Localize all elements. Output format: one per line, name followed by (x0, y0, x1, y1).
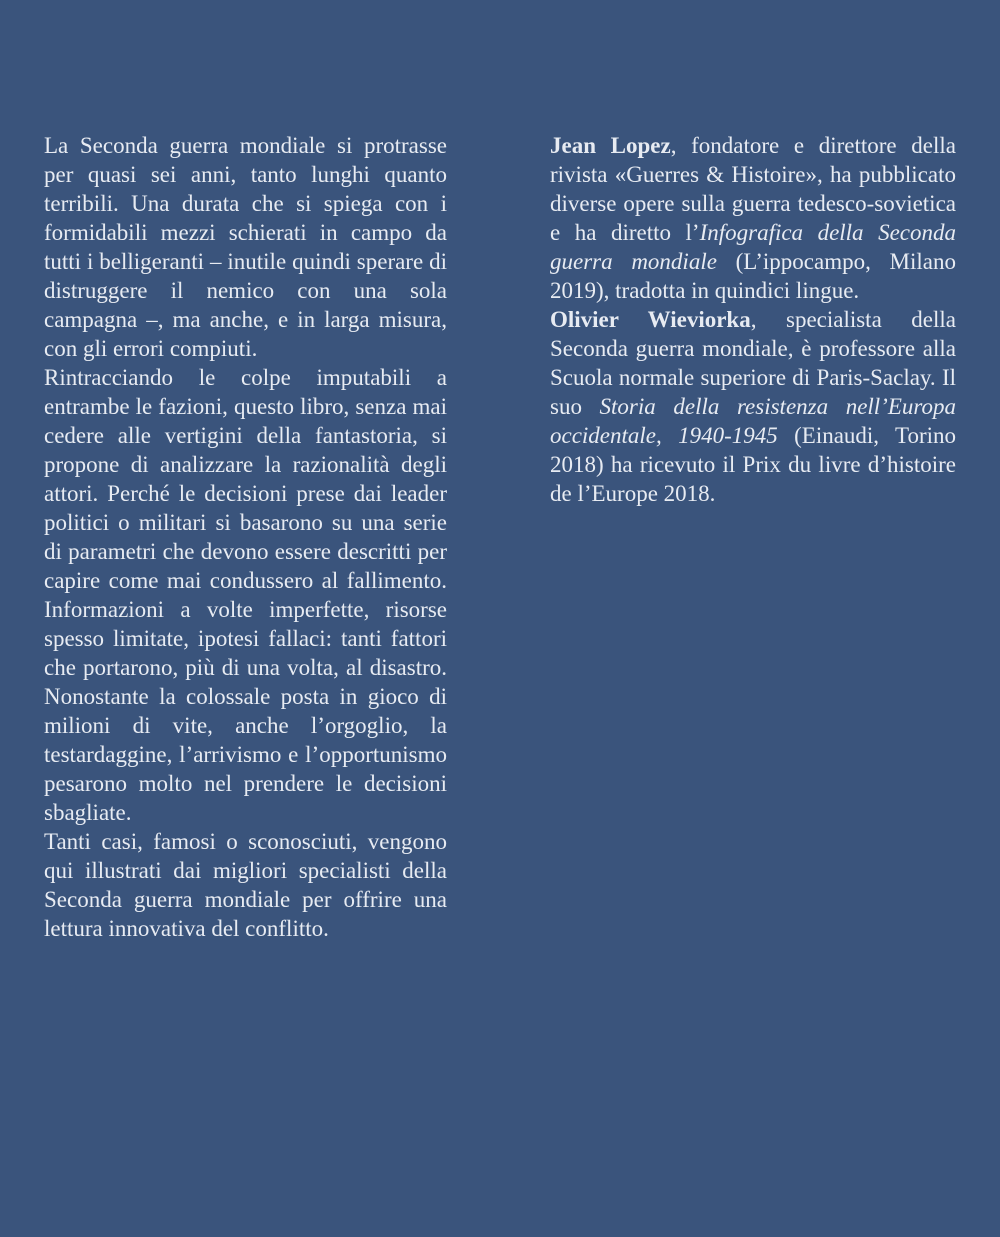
text-run: (Einaudi, Torino 2018) ha ricevuto il Prix du livre d’histoire de l’Europe 2018. (550, 423, 956, 506)
author-bio-column (550, 131, 956, 943)
paragraph (44, 827, 447, 943)
text-run: , fondatore e direttore della rivista «Guerres & Histoire», ha pubblicato diverse opere sulla guerra tedesco-sovietica e ha diretto l’ (550, 133, 956, 245)
synopsis-column (44, 131, 447, 943)
author-name: Jean Lopez (550, 133, 671, 158)
book-title: Storia della resistenza nell’Europa occidentale, 1940-1945 (550, 394, 956, 448)
text-run: La Seconda guerra mondiale si protrasse per quasi sei anni, tanto lunghi quanto terribili. Una durata che si spiega con i formidabili mezzi schierati in campo da tutti i belligeranti – inutile quindi sperare di distruggere il nemico con una sola campagna –, ma anche, e in larga misura, con gli errori compiuti. (44, 133, 447, 361)
text-run: Rintracciando le colpe imputabili a entrambe le fazioni, questo libro, senza mai cedere alle vertigini della fantastoria, si propone di analizzare la razionalità degli attori. Perché le decisioni prese dai leader politici o militari si basarono su una serie di parametri che devono essere descritti per capire come mai condussero al fallimento. Informazioni a volte imperfette, risorse spesso limitate, ipotesi fallaci: tanti fattori che portarono, più di una volta, al disastro. Nonostante la colossale posta in gioco di milioni di vite, anche l’orgoglio, la testardaggine, l’arrivismo e l’opportunismo pesarono molto nel prendere le decisioni sbagliate. (44, 365, 447, 825)
paragraph (550, 305, 956, 508)
author-name: Olivier Wieviorka (550, 307, 751, 332)
paragraph (550, 131, 956, 305)
book-title: Infografica della Seconda guerra mondiale (550, 220, 956, 274)
paragraph (44, 363, 447, 827)
text-run: Tanti casi, famosi o sconosciuti, vengono qui illustrati dai migliori specialisti della Seconda guerra mondiale per offrire una lettura innovativa del conflitto. (44, 829, 447, 941)
paragraph (44, 131, 447, 363)
text-run: (L’ippocampo, Milano 2019), tradotta in quindici lingue. (550, 249, 956, 303)
text-run: , specialista della Seconda guerra mondiale, è professore alla Scuola normale superiore di Paris-Saclay. Il suo (550, 307, 956, 419)
